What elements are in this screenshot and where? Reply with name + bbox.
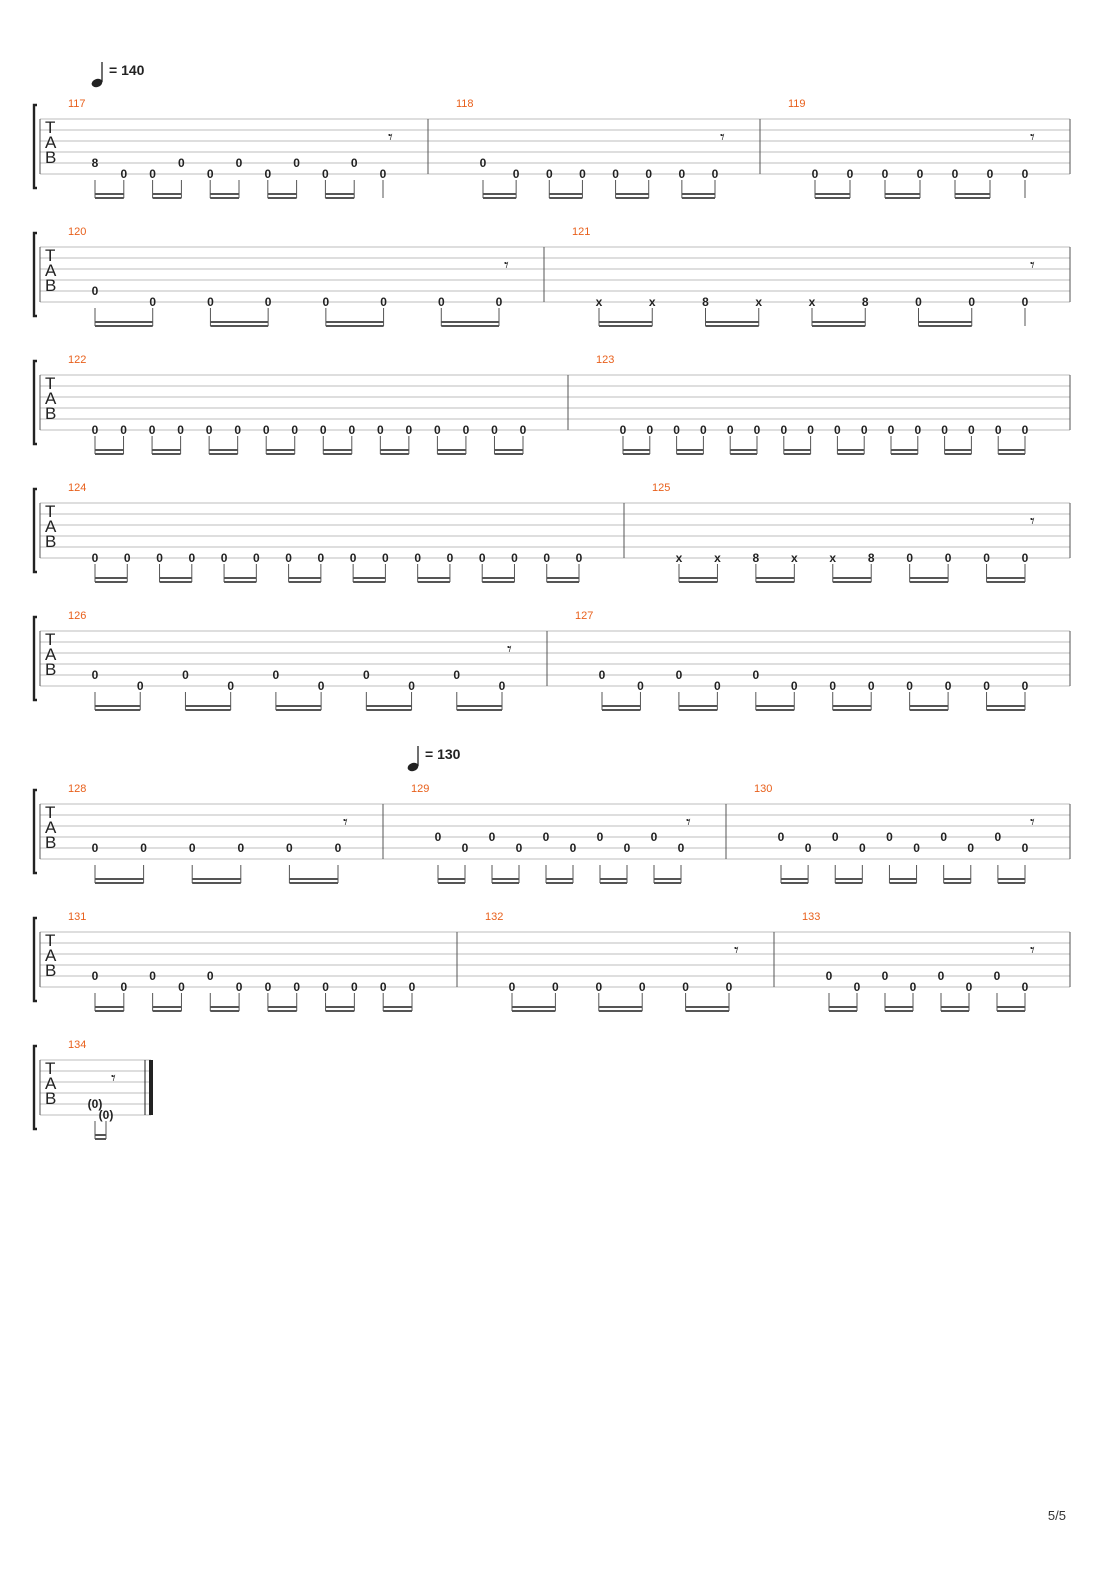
tab-system [34,226,1070,326]
fret-number: 0 [714,679,721,693]
tab-clef-letter: A [45,133,57,152]
fret-number: 0 [1021,841,1029,855]
tab-system [34,98,1070,198]
fret-number: x [595,295,603,309]
fret-number: 0 [264,295,272,309]
fret-number: 0 [91,969,99,983]
fret-number: 0 [645,167,653,181]
fret-number: 8 [861,295,869,309]
fret-number: 0 [317,679,325,693]
fret-number: 0 [479,156,487,170]
fret-number: 0 [650,830,658,844]
fret-number: 0 [825,969,833,983]
fret-number: 0 [994,423,1002,437]
fret-number: 0 [205,423,213,437]
tab-clef-letter: B [45,1089,57,1108]
measure [652,482,1035,582]
fret-number: 0 [780,423,788,437]
fret-number: 0 [519,423,527,437]
fret-number: 0 [1021,295,1029,309]
measure [68,783,348,883]
fret-number: 0 [598,668,606,682]
fret-number: 0 [317,551,325,565]
eighth-rest-icon: 𝄾 [1030,255,1035,276]
fret-number: 0 [91,841,99,855]
fret-number: 0 [291,423,299,437]
measure [788,98,1035,198]
fret-number: x [675,551,683,565]
fret-number: 0 [350,156,358,170]
fret-number: 0 [941,423,948,437]
fret-number: 0 [319,423,327,437]
fret-number: 0 [646,423,654,437]
fret-number: 0 [178,980,185,994]
fret-number: 0 [619,423,627,437]
fret-number: x [755,295,763,309]
measure [485,911,739,1011]
tab-system [34,354,1070,454]
measure [572,226,1035,326]
fret-number: 8 [702,295,709,309]
fret-number: 0 [182,668,189,682]
fret-number: 0 [575,551,583,565]
tab-clef-letter: A [45,389,57,408]
eighth-rest-icon: 𝄾 [1030,511,1035,532]
fret-number: 0 [349,551,357,565]
fret-number: 0 [434,830,442,844]
fret-number: 0 [937,969,945,983]
fret-number: 0 [286,841,293,855]
fret-number: 0 [906,679,913,693]
fret-number: 0 [380,295,387,309]
fret-number: 0 [149,969,156,983]
fret-number: 0 [807,423,814,437]
fret-number: 0 [322,167,329,181]
fret-number: 0 [1021,167,1029,181]
fret-number: 0 [515,841,523,855]
fret-number: 0 [461,841,469,855]
fret-number: 0 [237,841,245,855]
fret-number: 0 [881,167,889,181]
fret-number: 0 [677,841,685,855]
tab-clef-letter: A [45,261,57,280]
fret-number: 0 [188,841,196,855]
fret-number: 0 [967,841,975,855]
tab-clef-letter: B [45,660,57,679]
fret-number: 0 [752,668,760,682]
measure-number: 124 [68,482,87,494]
tab-clef-letter: T [45,630,56,649]
fret-number: 0 [123,551,131,565]
fret-number: 0 [252,551,260,565]
fret-number: 0 [272,668,280,682]
tab-clef-letter: B [45,148,57,167]
measure [68,98,393,198]
fret-number: 0 [853,980,861,994]
tempo-marking [90,62,144,89]
fret-number: 0 [552,980,559,994]
fret-number: 0 [227,679,235,693]
fret-number: 0 [944,551,952,565]
eighth-rest-icon: 𝄾 [507,639,512,660]
fret-number: 0 [678,167,686,181]
fret-number: 0 [545,167,553,181]
fret-number: 0 [726,423,734,437]
fret-number: 0 [725,980,733,994]
eighth-rest-icon: 𝄾 [686,812,691,833]
fret-number: 0 [293,980,301,994]
fret-number: 0 [569,841,577,855]
tab-system [34,911,1070,1011]
measure-number: 123 [596,354,615,366]
fret-number: 0 [91,284,99,298]
tab-system [34,783,1070,883]
fret-number: 0 [829,679,837,693]
measure [802,911,1035,1011]
measure [68,226,509,326]
fret-number: 0 [915,295,922,309]
fret-number: 0 [188,551,196,565]
fret-number: 0 [235,156,243,170]
tab-clef-letter: A [45,645,57,664]
fret-number: 0 [322,980,329,994]
eighth-rest-icon: 𝄾 [734,940,739,961]
fret-number: 0 [965,980,973,994]
fret-number: 0 [951,167,959,181]
fret-number: 0 [909,980,917,994]
fret-number: 0 [638,980,646,994]
measure-number: 117 [68,98,86,110]
tab-clef-letter: B [45,404,57,423]
fret-number: 0 [512,167,520,181]
fret-number: (0) [98,1108,114,1122]
fret-number: 0 [986,167,994,181]
fret-number: 0 [156,551,163,565]
fret-number: 0 [711,167,719,181]
fret-number: 0 [149,167,156,181]
fret-number: 0 [495,295,503,309]
measure-number: 121 [572,226,591,238]
tab-clef-letter: T [45,374,56,393]
tab-system [34,610,1070,710]
tempo-value: = 140 [109,62,145,78]
fret-number: 0 [382,551,389,565]
measure-number: 130 [754,783,773,795]
fret-number: 0 [1021,551,1029,565]
fret-number: 0 [811,167,819,181]
fret-number: 8 [752,551,760,565]
fret-number: 0 [914,423,922,437]
measure-number: 122 [68,354,87,366]
tab-clef-letter: B [45,532,57,551]
measure [68,610,512,710]
measure-number: 127 [575,610,594,622]
fret-number: 0 [262,423,270,437]
fret-number: 0 [790,679,798,693]
fret-number: 0 [511,551,518,565]
system-brace [34,105,37,188]
fret-number: 0 [993,969,1001,983]
tab-clef-letter: A [45,946,57,965]
fret-number: 0 [348,423,356,437]
fret-number: 0 [379,167,387,181]
fret-number: 0 [149,295,157,309]
fret-number: 0 [408,679,415,693]
eighth-rest-icon: 𝄾 [720,127,725,148]
fret-number: 0 [207,295,214,309]
fret-number: 0 [940,830,948,844]
tab-clef-letter: T [45,118,56,137]
fret-number: 0 [913,841,920,855]
fret-number: 0 [968,295,976,309]
fret-number: x [714,551,721,565]
tab-clef-letter: B [45,961,57,980]
fret-number: 0 [285,551,292,565]
fret-number: 0 [542,830,550,844]
fret-number: 0 [351,980,358,994]
fret-number: 0 [906,551,914,565]
tab-clef-letter: A [45,517,57,536]
system-brace [34,1046,37,1129]
fret-number: 0 [831,830,839,844]
eighth-rest-icon: 𝄾 [1030,127,1035,148]
fret-number: 0 [334,841,342,855]
fret-number: 0 [968,423,975,437]
measure-number: 125 [652,482,671,494]
eighth-rest-icon: 𝄾 [504,255,509,276]
eighth-rest-icon: 𝄾 [1030,812,1035,833]
fret-number: 0 [148,423,156,437]
fret-number: 0 [264,980,272,994]
tab-clef-letter: T [45,931,56,950]
tab-clef-letter: A [45,818,57,837]
measure-number: 132 [485,911,504,923]
fret-number: 0 [264,167,272,181]
eighth-rest-icon: 𝄾 [388,127,393,148]
fret-number: 0 [753,423,761,437]
fret-number: 0 [220,551,228,565]
tab-clef-letter: A [45,1074,57,1093]
measure [456,98,725,198]
measure-number: 118 [456,98,474,110]
fret-number: 0 [446,551,454,565]
fret-number: x [648,295,656,309]
system-brace [34,617,37,700]
system-brace [34,233,37,316]
system-brace [34,918,37,1001]
fret-number: x [790,551,798,565]
system-brace [34,489,37,572]
measure-number: 119 [788,98,806,110]
fret-number: 0 [886,830,893,844]
fret-number: 0 [362,668,370,682]
fret-number: 0 [543,551,551,565]
fret-number: 0 [177,423,184,437]
fret-number: 8 [867,551,875,565]
tab-clef-letter: B [45,276,57,295]
tab-clef-letter: T [45,246,56,265]
fret-number: 0 [206,167,214,181]
tab-clef-letter: B [45,833,57,852]
fret-number: 0 [120,167,128,181]
tab-clef-letter: T [45,803,56,822]
system-brace [34,790,37,873]
fret-number: 0 [881,969,889,983]
fret-number: 0 [234,423,242,437]
measure-number: 120 [68,226,87,238]
tab-clef-letter: T [45,1059,56,1078]
tab-system [34,1039,151,1139]
fret-number: 0 [206,969,214,983]
measure [411,783,691,883]
fret-number: 0 [682,980,689,994]
measure-number: 129 [411,783,430,795]
measure-number: 126 [68,610,87,622]
measure [68,482,583,582]
fret-number: x [829,551,837,565]
measure [596,354,1029,454]
fret-number: 0 [120,423,127,437]
fret-number: 0 [379,980,387,994]
tab-system [34,482,1070,582]
system-brace [34,361,37,444]
fret-number: 0 [916,167,924,181]
fret-number: 0 [498,679,506,693]
fret-number: 0 [860,423,868,437]
fret-number: 0 [136,679,144,693]
fret-number: 0 [405,423,413,437]
measure [754,783,1035,883]
fret-number: 0 [579,167,586,181]
fret-number: 0 [858,841,866,855]
fret-number: 0 [376,423,384,437]
fret-number: 0 [140,841,147,855]
fret-number: 0 [944,679,952,693]
fret-number: 0 [478,551,486,565]
fret-number: 0 [637,679,644,693]
fret-number: 0 [322,295,330,309]
fret-number: 0 [235,980,243,994]
tab-clef-letter: T [45,502,56,521]
fret-number: 0 [434,423,441,437]
measure [68,911,416,1011]
measure-number: 133 [802,911,821,923]
fret-number: 0 [596,830,604,844]
fret-number: 0 [120,980,128,994]
fret-number: 0 [1021,679,1029,693]
fret-number: 0 [508,980,516,994]
fret-number: 0 [437,295,445,309]
fret-number: 0 [673,423,680,437]
fret-number: 0 [488,830,496,844]
eighth-rest-icon: 𝄾 [1030,940,1035,961]
fret-number: 0 [178,156,185,170]
fret-number: 0 [1021,980,1029,994]
fret-number: 0 [453,668,461,682]
measure [68,1039,116,1139]
fret-number: 0 [846,167,854,181]
fret-number: 0 [804,841,812,855]
fret-number: 0 [293,156,300,170]
fret-number: 0 [462,423,470,437]
fret-number: 0 [675,668,683,682]
fret-number: 0 [834,423,841,437]
fret-number: 0 [983,679,990,693]
fret-number: 0 [595,980,603,994]
fret-number: 0 [408,980,416,994]
fret-number: (0) [87,1097,103,1111]
fret-number: 0 [994,830,1002,844]
fret-number: 0 [1021,423,1029,437]
fret-number: 0 [867,679,875,693]
fret-number: 0 [491,423,498,437]
fret-number: 8 [91,156,99,170]
eighth-rest-icon: 𝄾 [111,1068,116,1089]
fret-number: 0 [612,167,619,181]
measure [68,354,527,454]
fret-number: x [808,295,816,309]
fret-number: 0 [623,841,631,855]
fret-number: 0 [777,830,785,844]
fret-number: 0 [983,551,990,565]
tempo-marking [406,746,460,773]
fret-number: 0 [91,423,99,437]
fret-number: 0 [414,551,422,565]
fret-number: 0 [91,551,99,565]
measure-number: 131 [68,911,87,923]
measure [575,610,1029,710]
eighth-rest-icon: 𝄾 [343,812,348,833]
fret-number: 0 [91,668,99,682]
measure-number: 128 [68,783,87,795]
page-number: 5/5 [1047,1508,1066,1523]
measure-number: 134 [68,1039,87,1051]
tempo-value: = 130 [425,746,461,762]
fret-number: 0 [887,423,895,437]
fret-number: 0 [700,423,707,437]
